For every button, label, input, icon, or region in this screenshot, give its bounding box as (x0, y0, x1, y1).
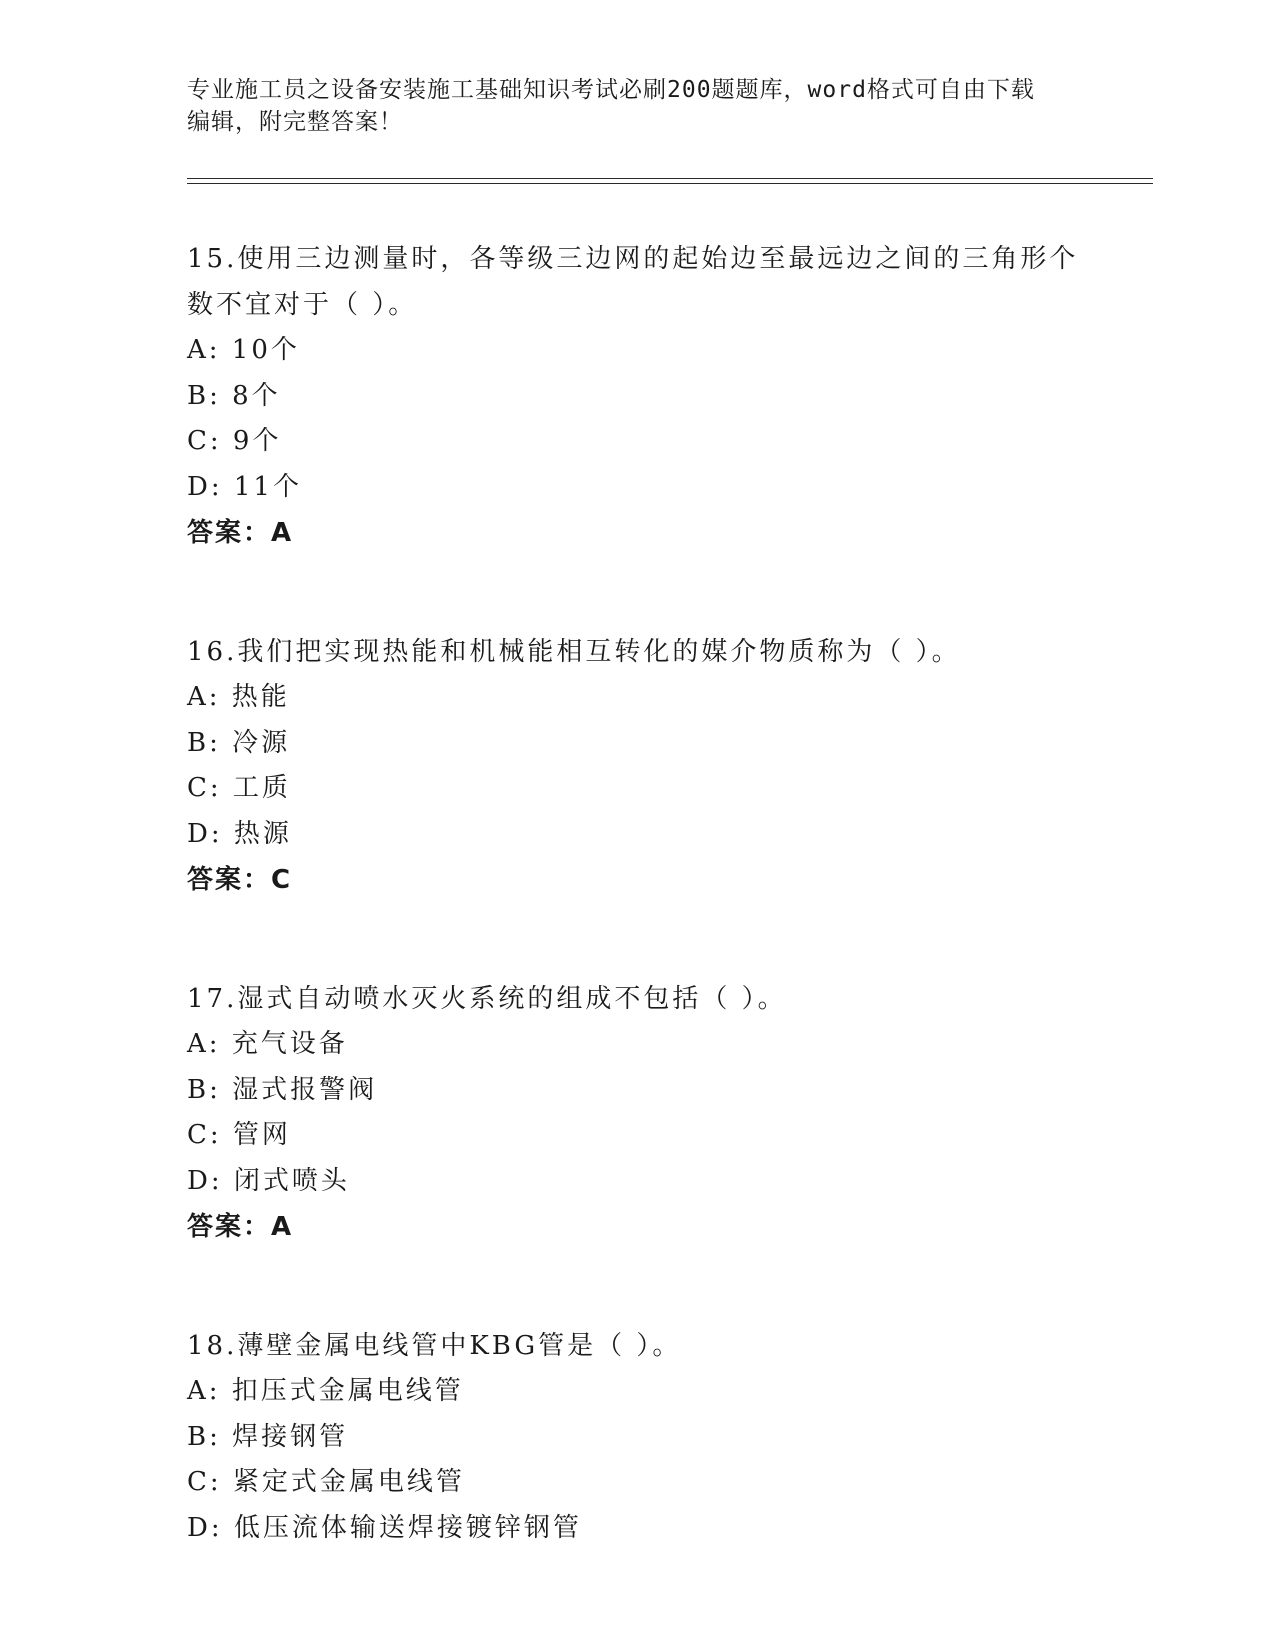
answer-label: 答案：C (187, 865, 293, 895)
option-c: C: 管网 (187, 1120, 291, 1150)
option-d: D: 11个 (187, 471, 302, 502)
option-a: A: 充气设备 (187, 1029, 348, 1059)
option-d: D: 闭式喷头 (187, 1165, 350, 1196)
question-spacer (187, 903, 1087, 976)
question-spacer (187, 1250, 1087, 1323)
header-line-1: 专业施工员之设备安装施工基础知识考试必刷200题题库，word格式可自由下载 (187, 77, 1035, 103)
header-line-2: 编辑，附完整答案！ (187, 109, 403, 135)
header-divider-top (187, 178, 1153, 179)
option-b: B: 8个 (187, 380, 281, 411)
option-a: A: 热能 (187, 682, 290, 712)
option-c: C: 9个 (187, 426, 282, 456)
option-b: B: 冷源 (187, 727, 291, 758)
question-16 (187, 629, 1087, 903)
option-a: A: 10个 (187, 335, 300, 365)
question-text: 15.使用三边测量时，各等级三边网的起始边至最远边之间的三角形个 (187, 244, 1079, 274)
question-list (187, 236, 1087, 1551)
question-spacer (187, 556, 1087, 629)
option-c: C: 紧定式金属电线管 (187, 1467, 465, 1497)
option-d: D: 低压流体输送焊接镀锌钢管 (187, 1512, 582, 1543)
document-header (187, 74, 1087, 138)
question-text: 18.薄壁金属电线管中KBG管是（ ）。 (187, 1331, 682, 1361)
option-a: A: 扣压式金属电线管 (187, 1376, 464, 1406)
question-17 (187, 976, 1087, 1250)
answer-label: 答案：A (187, 1212, 294, 1242)
header-divider-bottom (187, 183, 1153, 184)
question-text-continued: 数不宜对于（ ）。 (187, 290, 418, 320)
option-d: D: 热源 (187, 818, 292, 849)
option-c: C: 工质 (187, 773, 291, 803)
answer-label: 答案：A (187, 518, 294, 548)
question-18 (187, 1323, 1087, 1551)
question-text: 17.湿式自动喷水灭火系统的组成不包括（ ）。 (187, 984, 787, 1014)
question-text: 16.我们把实现热能和机械能相互转化的媒介物质称为（ ）。 (187, 637, 961, 667)
option-b: B: 湿式报警阀 (187, 1074, 378, 1105)
option-b: B: 焊接钢管 (187, 1421, 349, 1452)
question-15 (187, 236, 1087, 556)
